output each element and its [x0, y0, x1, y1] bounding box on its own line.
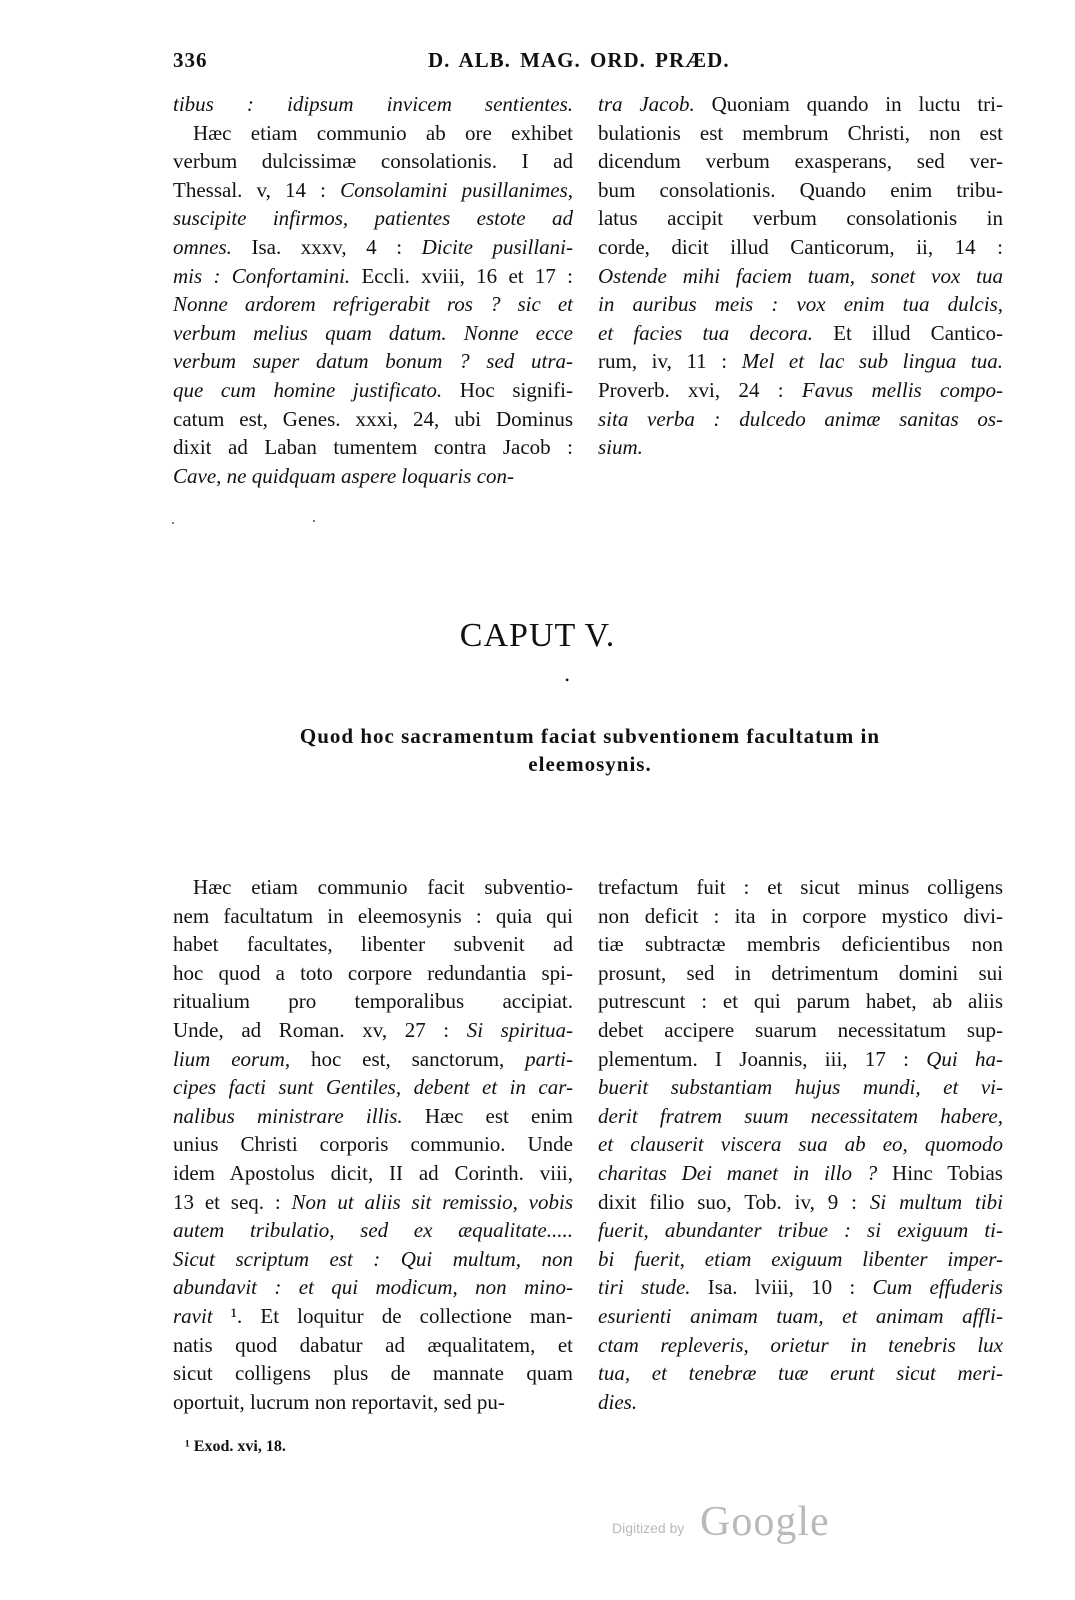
text-segment: natis quod dabatur ad æqualitatem, et [173, 1332, 573, 1357]
chapter-subtitle [200, 722, 980, 778]
text-line [598, 902, 1003, 931]
text-segment: Hoc signifi- [442, 377, 573, 402]
italic-segment: autem tribulatio, sed ex æqualitate..... [173, 1218, 573, 1243]
italic-segment: lium eorum, [173, 1046, 291, 1071]
italic-segment: Cum effuderis [872, 1275, 1003, 1300]
text-line [598, 347, 1003, 376]
text-line [598, 1273, 1003, 1302]
text-segment: catum est, Genes. xxxi, 24, ubi Dominus [173, 406, 573, 431]
text-line [598, 319, 1003, 348]
text-line [173, 902, 573, 931]
italic-segment: Dicite pusillani- [421, 234, 573, 259]
italic-segment: dies. [598, 1389, 638, 1414]
italic-segment: bi fuerit, etiam exiguum libenter imper- [598, 1246, 1003, 1271]
text-segment: Hinc Tobias [877, 1160, 1003, 1185]
text-line [173, 1016, 573, 1045]
text-segment: Isa. lviii, 10 : [690, 1275, 873, 1300]
italic-segment: mis : Confortamini. [173, 263, 351, 288]
google-logo: Google [700, 1499, 830, 1545]
text-line [173, 1102, 573, 1131]
text-segment: dicendum verbum exasperans, sed ver- [598, 149, 1003, 174]
italic-segment: cipes facti sunt Gentiles, debent et in car- [173, 1075, 573, 1100]
italic-segment: et clauserit viscera sua ab eo, quomodo [598, 1132, 1003, 1157]
text-segment: Isa. xxxv, 4 : [231, 234, 422, 259]
italic-segment: charitas Dei manet in illo ? [598, 1160, 878, 1185]
italic-segment: que cum homine justificato. [173, 377, 443, 402]
italic-segment: suscipite infirmos, patientes estote ad [173, 206, 573, 231]
text-line [173, 1359, 573, 1388]
text-line [598, 1188, 1003, 1217]
text-segment: Hæc etiam communio ab ore exhibet [193, 120, 573, 145]
text-line [598, 959, 1003, 988]
text-segment: unius Christi corporis communio. Unde [173, 1132, 573, 1157]
text-line [598, 930, 1003, 959]
italic-segment: Mel et lac sub lingua tua. [741, 349, 1003, 374]
text-segment: 13 et seq. : [173, 1189, 292, 1214]
text-line [173, 987, 573, 1016]
speck [313, 520, 315, 522]
italic-segment: tibus : idipsum invicem sentientes. [173, 92, 573, 116]
text-line [173, 1302, 573, 1331]
text-segment: putrescunt : et qui parum habet, ab aliis [598, 989, 1003, 1014]
text-column-bottom-left [173, 873, 573, 1416]
italic-segment: parti- [525, 1046, 574, 1071]
text-segment: Hæc etiam communio facit subventio- [193, 875, 573, 899]
italic-segment: Consolamini pusillanimes, [340, 177, 573, 202]
text-segment: sicut colligens plus de mannate quam [173, 1361, 573, 1386]
text-segment: tiæ subtractæ membris deficientibus non [598, 932, 1003, 957]
text-segment: nem facultatum in eleemosynis : quia qui [173, 903, 573, 928]
text-segment: hoc quod a toto corpore redundantia spi- [173, 960, 573, 985]
italic-segment: omnes. [173, 234, 232, 259]
text-segment: Hæc est enim [402, 1103, 573, 1128]
text-column-bottom-right [598, 873, 1003, 1416]
text-line [173, 930, 573, 959]
text-segment: Eccli. xviii, 16 et 17 : [350, 263, 573, 288]
text-segment: corde, dicit illud Canticorum, ii, 14 : [598, 234, 1003, 259]
italic-segment: Sicut scriptum est : Qui multum, non [173, 1246, 573, 1271]
italic-segment: buerit substantiam hujus mundi, et vi- [598, 1075, 1003, 1100]
text-segment: idem Apostolus dicit, II ad Corinth. viii, [173, 1160, 573, 1185]
subtitle-line: eleemosynis. [528, 752, 652, 776]
text-line [598, 1102, 1003, 1131]
text-line [173, 290, 573, 319]
italic-segment: Non ut aliis sit remissio, vobis [291, 1189, 573, 1214]
text-line [598, 405, 1003, 434]
text-line [598, 204, 1003, 233]
text-line [598, 262, 1003, 291]
text-column-top-right [598, 90, 1003, 462]
text-line [173, 1273, 573, 1302]
text-segment: prosunt, sed in detrimentum domini sui [598, 960, 1003, 985]
text-line [173, 462, 573, 491]
watermark-label: Digitized by [612, 1520, 685, 1536]
text-segment: bum consolationis. Quando enim tribu- [598, 177, 1003, 202]
italic-segment: sium. [598, 435, 643, 460]
text-line [598, 1216, 1003, 1245]
chapter-title: CAPUT V. [459, 617, 616, 654]
text-segment: Unde, ad Roman. xv, 27 : [173, 1017, 467, 1042]
text-line [598, 433, 1003, 462]
italic-segment: Ostende mihi faciem tuam, sonet vox tua [598, 263, 1003, 288]
text-segment: debet accipere suarum necessitatum sup- [598, 1017, 1003, 1042]
text-line [598, 119, 1003, 148]
italic-segment: verbum super datum bonum ? sed utra- [173, 349, 573, 374]
page-header [173, 48, 771, 80]
text-line [598, 1331, 1003, 1360]
text-line [598, 1245, 1003, 1274]
text-line [173, 233, 573, 262]
text-line [598, 1359, 1003, 1388]
text-segment: hoc est, sanctorum, [290, 1046, 526, 1071]
italic-segment: ctam repleveris, orietur in tenebris lux [598, 1332, 1003, 1357]
text-line [173, 1245, 573, 1274]
text-segment: ritualium pro temporalibus accipiat. [173, 989, 573, 1014]
text-line [173, 204, 573, 233]
text-line [173, 147, 573, 176]
italic-segment: Qui ha- [926, 1046, 1004, 1071]
text-line [598, 1130, 1003, 1159]
italic-segment: fuerit, abundanter tribue : si exiguum ti- [598, 1218, 1003, 1243]
italic-segment: tra Jacob. [598, 92, 695, 116]
text-segment: Thessal. v, 14 : [173, 177, 341, 202]
italic-segment: Si spiritua- [466, 1017, 573, 1042]
text-segment: plementum. I Joannis, iii, 17 : [598, 1046, 927, 1071]
italic-segment: derit fratrem suum necessitatem habere, [598, 1103, 1003, 1128]
text-line [598, 1159, 1003, 1188]
text-line [173, 119, 573, 148]
text-line [598, 376, 1003, 405]
text-line [598, 147, 1003, 176]
italic-segment: esurienti animam tuam, et animam affli- [598, 1303, 1003, 1328]
text-line [598, 1016, 1003, 1045]
italic-segment: tua, et tenebræ tuæ erunt sicut meri- [598, 1361, 1003, 1386]
text-segment: bulationis est membrum Christi, non est [598, 120, 1003, 145]
text-line [173, 1216, 573, 1245]
text-segment: oportuit, lucrum non reportavit, sed pu- [173, 1389, 505, 1414]
text-line [173, 405, 573, 434]
text-segment: Quoniam quando in luctu tri- [694, 92, 1003, 116]
italic-segment: nalibus ministrare illis. [173, 1103, 403, 1128]
text-segment: dixit ad Laban tumentem contra Jacob : [173, 435, 573, 460]
text-line [598, 290, 1003, 319]
text-line [173, 1188, 573, 1217]
subtitle-line: Quod hoc sacramentum faciat subventionem facultatum in [299, 724, 881, 748]
text-line [173, 1388, 573, 1417]
italic-segment: sita verba : dulcedo animæ sanitas os- [598, 406, 1003, 431]
italic-segment: Si multum tibi [869, 1189, 1003, 1214]
text-segment: rum, iv, 11 : [598, 349, 742, 374]
text-segment: non deficit : ita in corpore mystico divi- [598, 903, 1003, 928]
text-line [598, 1045, 1003, 1074]
italic-segment: verbum melius quam datum. Nonne ecce [173, 320, 573, 345]
text-segment: ¹. Et loquitur de collectione man- [212, 1303, 573, 1328]
text-segment: verbum dulcissimæ consolationis. I ad [173, 149, 573, 174]
text-line [173, 347, 573, 376]
text-line [173, 1073, 573, 1102]
footnote: ¹ Exod. xvi, 18. [185, 1438, 286, 1455]
text-line [173, 1130, 573, 1159]
text-line [173, 959, 573, 988]
text-segment: trefactum fuit : et sicut minus colligens [598, 875, 1003, 899]
text-line [598, 176, 1003, 205]
text-segment: Et illud Cantico- [813, 320, 1003, 345]
text-line [173, 376, 573, 405]
italic-segment: Nonne ardorem refrigerabit ros ? sic et [173, 292, 573, 317]
italic-segment: in auribus meis : vox enim tua dulcis, [598, 292, 1003, 317]
text-line [173, 1331, 573, 1360]
text-line [598, 873, 1003, 902]
text-line [173, 1045, 573, 1074]
running-title: D. ALB. MAG. ORD. PRÆD. [428, 48, 730, 72]
ornament-dot: • [565, 673, 570, 687]
page-number: 336 [173, 48, 208, 72]
text-line [598, 90, 1003, 119]
text-line [598, 233, 1003, 262]
text-segment: dixit filio suo, Tob. iv, 9 : [598, 1189, 870, 1214]
text-line [173, 262, 573, 291]
text-line [598, 1073, 1003, 1102]
speck [172, 522, 174, 524]
italic-segment: Cave, ne quidquam aspere loquaris con- [173, 463, 515, 488]
italic-segment: Favus mellis compo- [801, 377, 1003, 402]
text-line [598, 1302, 1003, 1331]
text-line [173, 319, 573, 348]
text-line [173, 1159, 573, 1188]
text-segment: latus accipit verbum consolationis in [598, 206, 1003, 231]
text-line [173, 90, 573, 119]
text-segment: habet facultates, libenter subvenit ad [173, 932, 573, 957]
text-line [598, 987, 1003, 1016]
text-line [173, 176, 573, 205]
text-line [598, 1388, 1003, 1417]
italic-segment: tiri stude. [598, 1275, 691, 1300]
italic-segment: ravit [173, 1303, 213, 1328]
text-line [173, 433, 573, 462]
text-line [173, 873, 573, 902]
text-column-top-left [173, 90, 573, 490]
italic-segment: et facies tua decora. [598, 320, 814, 345]
text-segment: Proverb. xvi, 24 : [598, 377, 802, 402]
italic-segment: abundavit : et qui modicum, non mino- [173, 1275, 573, 1300]
